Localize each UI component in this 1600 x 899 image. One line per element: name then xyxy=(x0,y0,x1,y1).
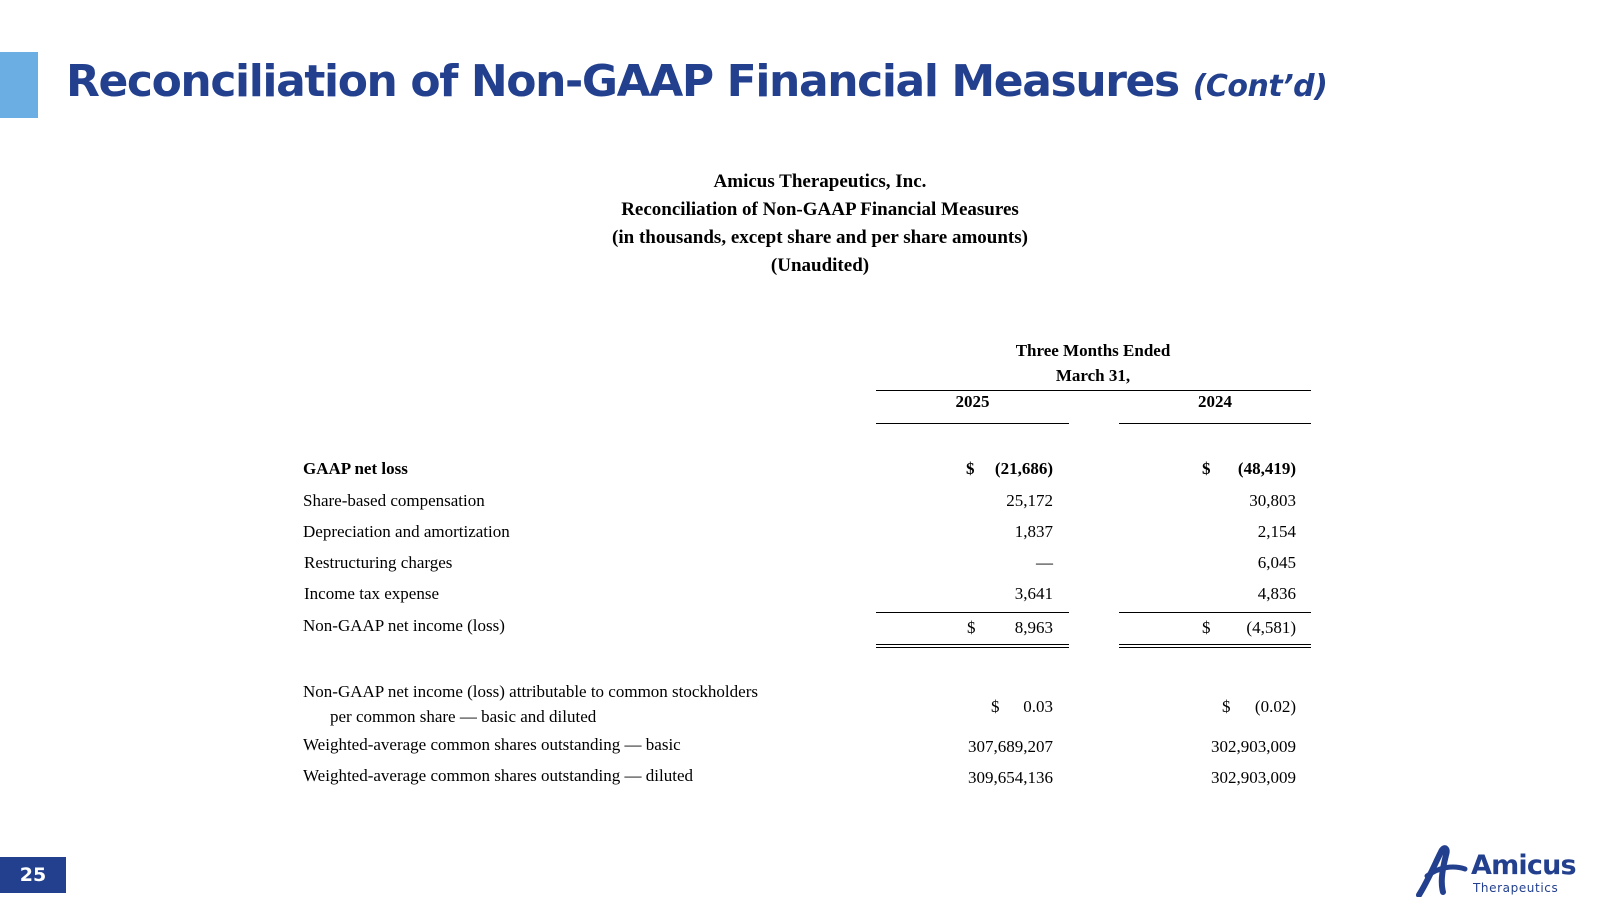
value-2025: 0.03 xyxy=(1023,697,1053,716)
value-2024: 4,836 xyxy=(1257,584,1296,603)
statement-audit-status: (Unaudited) xyxy=(770,255,870,276)
value-2025: 307,689,207 xyxy=(968,737,1053,756)
row-label: Restructuring charges xyxy=(304,553,453,572)
value-2024: 6,045 xyxy=(1257,553,1296,572)
per-share-label-line2: per common share — basic and diluted xyxy=(330,707,597,726)
period-header-line2: March 31, xyxy=(1055,366,1131,385)
value-2025: 8,963 xyxy=(1014,618,1053,637)
page-number: 25 xyxy=(0,857,66,893)
value-2025: 309,654,136 xyxy=(968,768,1053,787)
column-rule-2024 xyxy=(1119,423,1311,424)
subtotal-rule-2024 xyxy=(1119,612,1311,613)
header-rule xyxy=(876,390,1311,391)
value-2024: (4,581) xyxy=(1246,618,1296,637)
value-2025: — xyxy=(1036,553,1053,572)
slide-title-suffix: (Cont’d) xyxy=(1192,69,1328,104)
row-label: Weighted-average common shares outstanding — diluted xyxy=(303,766,693,785)
value-2024: 30,803 xyxy=(1249,491,1296,510)
slide-title xyxy=(66,56,1327,107)
period-header-line1: Three Months Ended xyxy=(1015,341,1171,360)
amicus-logo-mark-icon xyxy=(1415,845,1469,897)
company-name: Amicus Therapeutics, Inc. xyxy=(713,171,927,192)
per-share-label-line1: Non-GAAP net income (loss) attributable to common stockholders xyxy=(303,682,758,701)
value-2024: 302,903,009 xyxy=(1211,768,1296,787)
dollar-sign: $ xyxy=(1222,697,1231,716)
dollar-sign: $ xyxy=(991,697,1000,716)
total-double-rule-2024 xyxy=(1119,644,1311,648)
value-2024: 2,154 xyxy=(1257,522,1296,541)
row-label: Income tax expense xyxy=(304,584,439,603)
logo-tagline: Therapeutics xyxy=(1473,881,1559,895)
row-label: Depreciation and amortization xyxy=(303,522,510,541)
total-double-rule-2025 xyxy=(876,644,1069,648)
title-accent-bar xyxy=(0,52,38,118)
dollar-sign: $ xyxy=(1202,459,1211,478)
value-2025: 3,641 xyxy=(1014,584,1053,603)
value-2024: (0.02) xyxy=(1254,697,1296,716)
value-2025: 25,172 xyxy=(1006,491,1053,510)
value-2025: 1,837 xyxy=(1014,522,1053,541)
value-2024: (48,419) xyxy=(1237,459,1296,478)
column-rule-2025 xyxy=(876,423,1069,424)
slide-title-main: Reconciliation of Non-GAAP Financial Measures xyxy=(66,56,1179,107)
dollar-sign: $ xyxy=(967,618,976,637)
column-header-2024: 2024 xyxy=(1198,392,1232,411)
row-label: Share-based compensation xyxy=(303,491,485,510)
row-label: Weighted-average common shares outstanding — basic xyxy=(303,735,681,754)
row-label: Non-GAAP net income (loss) xyxy=(303,616,505,635)
value-2024: 302,903,009 xyxy=(1211,737,1296,756)
value-2025: (21,686) xyxy=(994,459,1053,478)
subtotal-rule-2025 xyxy=(876,612,1069,613)
row-label: GAAP net loss xyxy=(303,459,408,478)
column-header-2025: 2025 xyxy=(955,392,990,411)
statement-units: (in thousands, except share and per share amounts) xyxy=(612,227,1028,248)
dollar-sign: $ xyxy=(966,459,975,478)
company-logo xyxy=(1415,845,1576,897)
logo-name: Amicus xyxy=(1471,850,1576,881)
statement-heading: Reconciliation of Non-GAAP Financial Measures xyxy=(621,199,1019,220)
dollar-sign: $ xyxy=(1202,618,1211,637)
